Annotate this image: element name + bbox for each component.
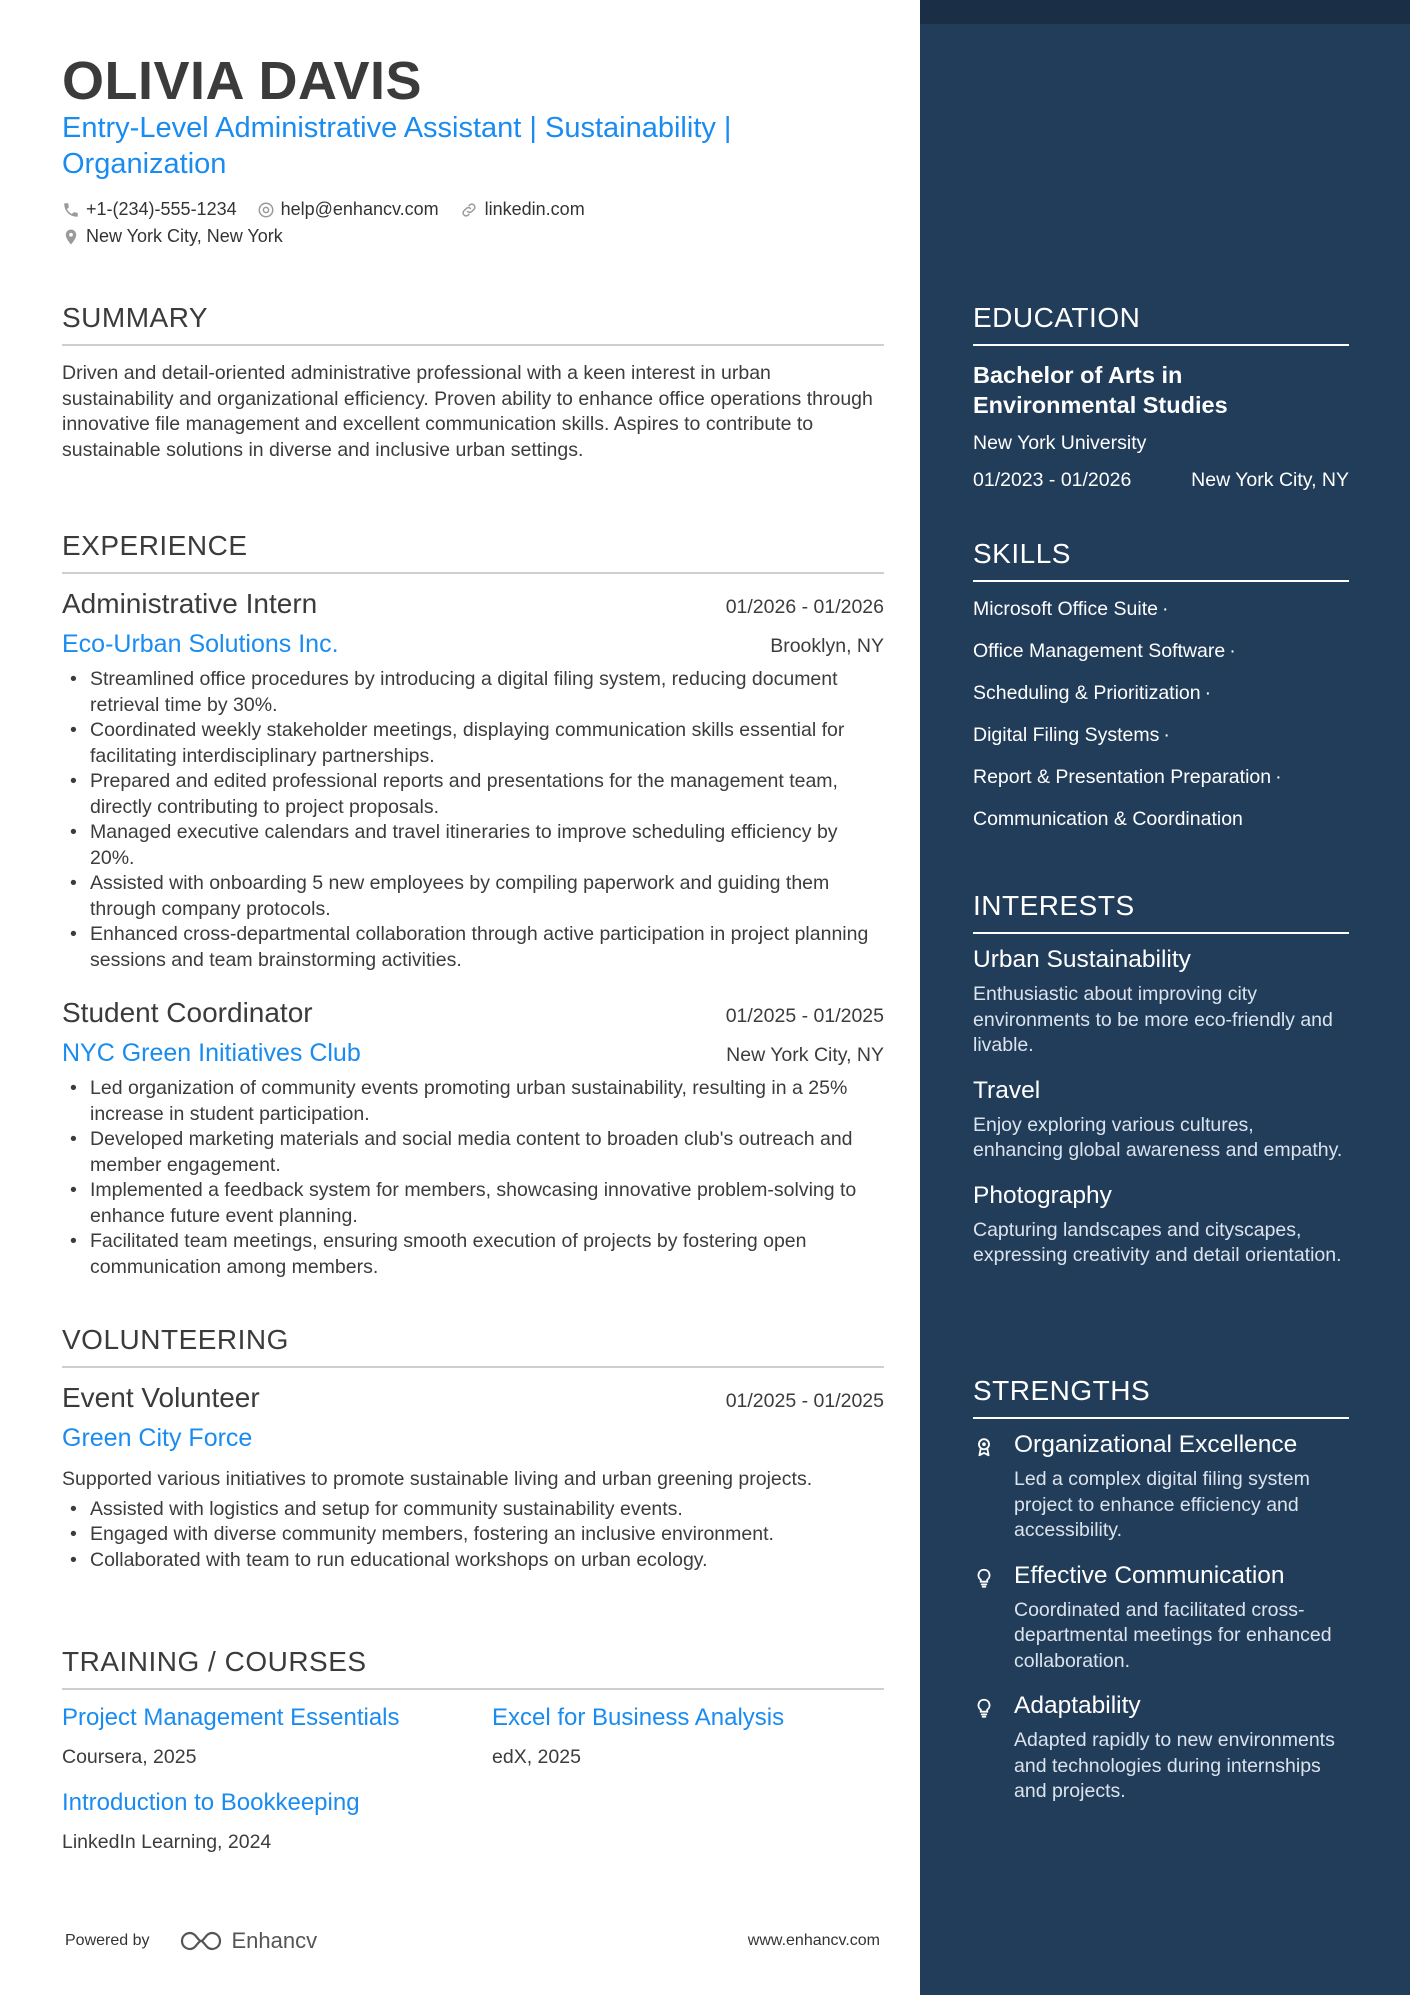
phone-contact[interactable] (62, 199, 237, 220)
education-dates: 01/2023 - 01/2026 (973, 469, 1132, 491)
bullet-item: • Enhanced cross-departmental collaboration through active participation in project planning sessions and team brainstorming activities. (62, 922, 884, 973)
lightbulb-icon (973, 1696, 995, 1720)
bullet-item: • Collaborated with team to run educational workshops on urban ecology. (62, 1548, 884, 1574)
job-dates: 01/2026 - 01/2026 (725, 596, 884, 618)
skills-section (973, 538, 1349, 840)
strength-desc: Coordinated and facilitated cross-departmental meetings for enhanced collaboration. (1014, 1598, 1332, 1672)
sidebar-top-strip (920, 0, 1410, 24)
strength-desc: Led a complex digital filing system project to enhance efficiency and accessibility. (1014, 1468, 1310, 1541)
course-meta: LinkedIn Learning, 2024 (62, 1831, 272, 1853)
bullet-item: • Assisted with logistics and setup for community sustainability events. (62, 1497, 884, 1523)
volunteer-bullets (62, 1497, 884, 1574)
volunteer-dates: 01/2025 - 01/2025 (725, 1390, 884, 1412)
skill-item: Report & Presentation Preparation · (973, 766, 1282, 788)
experience-entry (62, 588, 884, 973)
job-location: Brooklyn, NY (770, 635, 884, 657)
strength-item (973, 1562, 1349, 1675)
education-location: New York City, NY (1191, 469, 1349, 491)
powered-by-label: Powered by (65, 1932, 150, 1949)
location-pin-icon (62, 227, 80, 247)
strength-title: Adaptability (1014, 1692, 1141, 1719)
course-meta: edX, 2025 (492, 1746, 581, 1768)
course-item (62, 1704, 492, 1769)
link-icon (459, 201, 479, 219)
strength-desc: Adapted rapidly to new environments and technologies during internships and projects. (1014, 1729, 1335, 1802)
volunteering-section (62, 1324, 884, 1573)
linkedin-text: linkedin.com (484, 199, 585, 219)
strength-item (973, 1692, 1349, 1805)
strength-title: Organizational Excellence (1014, 1431, 1298, 1458)
interests-section (973, 890, 1349, 1269)
bullet-item: • Coordinated weekly stakeholder meetings, displaying communication skills essential for facilitating interdisciplinary partnerships. (62, 718, 884, 769)
bullet-item: • Streamlined office procedures by introducing a digital filing system, reducing document retrieval time by 30%. (62, 667, 884, 718)
powered-by (65, 1928, 317, 1954)
bullet-item: • Implemented a feedback system for members, showcasing innovative problem-solving to enhance future event planning. (62, 1178, 884, 1229)
candidate-headline: Entry-Level Administrative Assistant | Sustainability | Organization (62, 112, 732, 180)
volunteer-org: Green City Force (62, 1424, 253, 1452)
skill-item: Microsoft Office Suite · (973, 598, 1169, 620)
volunteer-description: Supported various initiatives to promote sustainable living and urban greening projects. (62, 1468, 813, 1490)
course-list (62, 1704, 884, 1854)
contact-info (62, 196, 882, 250)
job-company: NYC Green Initiatives Club (62, 1039, 361, 1067)
bullet-item: • Led organization of community events promoting urban sustainability, resulting in a 25% increase in student participation. (62, 1076, 884, 1127)
at-icon (257, 201, 275, 219)
skill-item: Communication & Coordination (973, 808, 1243, 830)
bullet-item: • Managed executive calendars and travel itineraries to improve scheduling efficiency by 20%. (62, 820, 884, 871)
interests-title: INTERESTS (973, 890, 1349, 934)
sidebar (920, 0, 1410, 1995)
course-meta: Coursera, 2025 (62, 1746, 197, 1768)
volunteering-entry (62, 1382, 884, 1573)
email-contact[interactable] (257, 199, 439, 220)
linkedin-contact[interactable] (459, 199, 585, 220)
job-dates: 01/2025 - 01/2025 (725, 1005, 884, 1027)
enhancv-logo-icon (178, 1929, 224, 1953)
strength-title: Effective Communication (1014, 1561, 1285, 1589)
summary-section (62, 302, 884, 463)
interest-title: Photography (973, 1181, 1112, 1209)
lightbulb-icon (973, 1566, 995, 1590)
job-company: Eco-Urban Solutions Inc. (62, 630, 339, 658)
summary-title: SUMMARY (62, 302, 884, 346)
education-section (973, 302, 1349, 492)
bullet-item: • Assisted with onboarding 5 new employees by compiling paperwork and guiding them through company protocols. (62, 871, 884, 922)
strength-item (973, 1431, 1349, 1544)
skill-item: Digital Filing Systems · (973, 724, 1170, 746)
course-item (492, 1704, 884, 1769)
footer (65, 1928, 880, 1954)
interest-item (973, 946, 1349, 1059)
job-bullets (62, 1076, 884, 1280)
experience-title: EXPERIENCE (62, 530, 884, 574)
course-item (62, 1789, 492, 1854)
job-title: Student Coordinator (62, 997, 313, 1028)
job-title: Administrative Intern (62, 588, 318, 619)
course-title: Excel for Business Analysis (492, 1704, 785, 1731)
education-school: New York University (973, 432, 1147, 454)
experience-entry (62, 997, 884, 1280)
skill-item: Office Management Software · (973, 640, 1236, 662)
footer-url[interactable]: www.enhancv.com (747, 1932, 880, 1949)
strengths-title: STRENGTHS (973, 1375, 1349, 1419)
interest-desc: Capturing landscapes and cityscapes, expressing creativity and detail orientation. (973, 1218, 1342, 1266)
experience-section (62, 530, 884, 1280)
bullet-item: • Prepared and edited professional reports and presentations for the management team, directly contributing to project proposals. (62, 769, 884, 820)
course-title: Project Management Essentials (62, 1704, 400, 1731)
job-bullets (62, 667, 884, 973)
candidate-name: OLIVIA DAVIS (62, 51, 423, 111)
award-icon (973, 1435, 995, 1459)
education-degree: Bachelor of Arts in Environmental Studies (973, 362, 1228, 418)
training-section (62, 1646, 884, 1854)
job-location: New York City, NY (726, 1044, 884, 1066)
skills-title: SKILLS (973, 538, 1349, 582)
email-text: help@enhancv.com (280, 199, 439, 219)
bullet-item: • Facilitated team meetings, ensuring smooth execution of projects by fostering open communication among members. (62, 1229, 884, 1280)
interest-title: Urban Sustainability (973, 946, 1191, 973)
interest-item (973, 1077, 1349, 1164)
bullet-item: • Engaged with diverse community members, fostering an inclusive environment. (62, 1522, 884, 1548)
education-title: EDUCATION (973, 302, 1349, 346)
phone-icon (62, 201, 80, 219)
volunteering-title: VOLUNTEERING (62, 1324, 884, 1368)
skill-item: Scheduling & Prioritization · (973, 682, 1212, 704)
volunteer-role: Event Volunteer (62, 1382, 260, 1413)
interest-item (973, 1182, 1349, 1269)
brand-logo[interactable] (178, 1928, 318, 1954)
strengths-section (973, 1375, 1349, 1805)
interest-title: Travel (973, 1076, 1041, 1104)
phone-text: +1-(234)-555-1234 (86, 199, 237, 219)
location-text: New York City, New York (86, 226, 283, 246)
summary-text: Driven and detail-oriented administrative professional with a keen interest in urban sustainability and organizational efficiency. Proven ability to enhance office operations through innovative file management and excellent communication skills. Aspires to contribute to sustainable solutions in diverse and inclusive urban settings. (62, 362, 873, 461)
location-contact (62, 226, 283, 247)
skills-list (973, 588, 1349, 840)
interest-desc: Enjoy exploring various cultures, enhancing global awareness and empathy. (973, 1113, 1343, 1161)
bullet-item: • Developed marketing materials and social media content to broaden club's outreach and member engagement. (62, 1127, 884, 1178)
brand-name: Enhancv (231, 1928, 318, 1953)
training-title: TRAINING / COURSES (62, 1646, 884, 1690)
interest-desc: Enthusiastic about improving city environments to be more eco-friendly and livable. (973, 983, 1333, 1056)
course-title: Introduction to Bookkeeping (62, 1789, 360, 1816)
